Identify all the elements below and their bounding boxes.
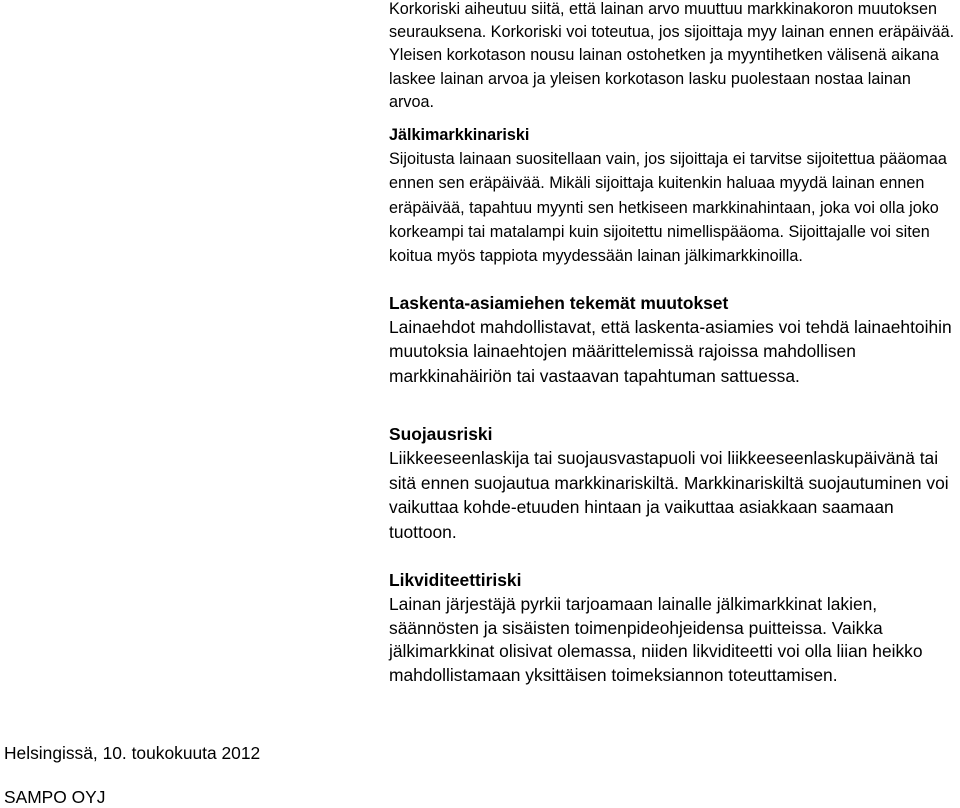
section-hedging-risk [389,422,957,544]
section-heading: Likviditeettiriski [389,570,522,590]
section-heading: Jälkimarkkinariski [389,126,530,144]
section-heading: Laskenta-asiamiehen tekemät muutokset [389,293,729,313]
place-and-date: Helsingissä, 10. toukokuuta 2012 [4,743,261,763]
section-secondary-market-risk [389,123,957,268]
section-body: Lainaehdot mahdollistavat, että laskenta-asiamies voi tehdä lainaehtoihin muutoksia lainaehtojen määrittelemissä rajoissa mahdollisen markkinahäiriön tai vastaavan tapahtuman sattuessa. [389,317,952,386]
section-body: Lainan järjestäjä pyrkii tarjoamaan lainalle jälkimarkkinat lakien, säännösten ja sisäisten toimenpideohjeidensa puitteissa. Vaikka jälkimarkkinat olisivat olemassa, niiden likviditeetti voi olla liian heikko mahdollistamaan yksittäisen toimeksiannon toteuttamisen. [389,593,923,686]
section-heading: Suojausriski [389,424,493,444]
intro-paragraph: Korkoriski aiheutuu siitä, että lainan arvo muuttuu markkinakoron muutoksen seurauksena. Korkoriski voi toteutua, jos sijoittaja myy lainan ennen eräpäivää. Yleisen korkotason nousu lainan ostohetken ja myyntihetken välisenä aikana laskee lainan arvoa ja yleisen korkotason lasku puolestaan nostaa lainan arvoa. [389,0,955,111]
section-liquidity-risk [389,569,957,688]
section-body: Sijoitusta lainaan suositellaan vain, jos sijoittaja ei tarvitse sijoitettua pääomaa ennen sen eräpäivää. Mikäli sijoittaja kuitenkin haluaa myydä lainan ennen eräpäivää, tapahtuu myynti sen hetkiseen markkinahintaan, joka voi olla joko korkeampi tai matalampi kuin sijoitettu nimellispääoma. Sijoittajalle voi siten koitua myös tappiota myydessään lainan jälkimarkkinoilla. [389,150,947,266]
section-body: Liikkeeseenlaskija tai suojausvastapuoli voi liikkeeseenlaskupäivänä tai sitä ennen suojautua markkinariskiltä. Markkinariskiltä suojautuminen voi vaikuttaa kohde-etuuden hintaan ja vaikuttaa asiakkaan saamaan tuottoon. [389,448,949,542]
section-calculation-agent-changes [389,291,957,388]
company-name: SAMPO OYJ [4,787,106,807]
